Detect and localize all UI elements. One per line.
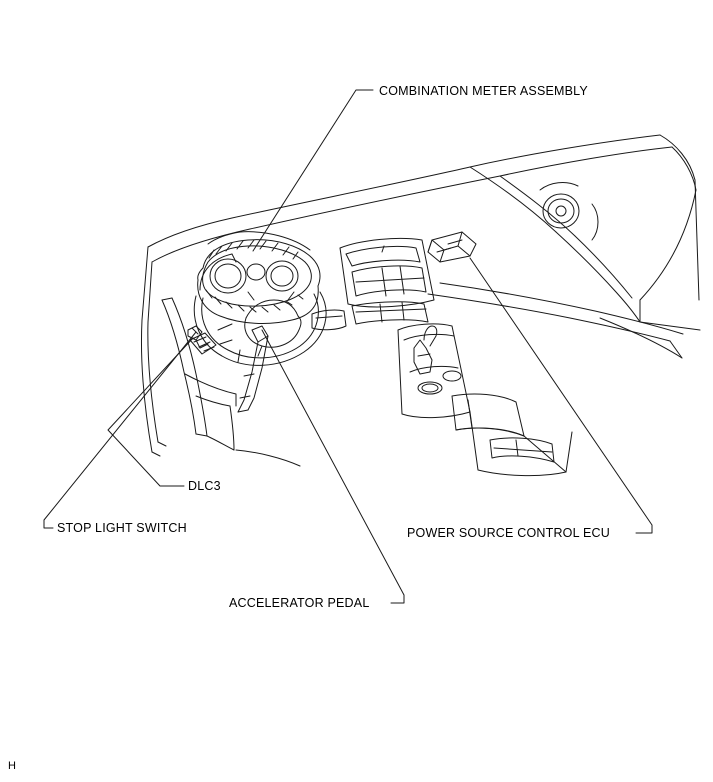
callout-label-dlc3: DLC3: [188, 479, 221, 493]
center-console: [398, 324, 572, 476]
steering-wheel: [194, 254, 326, 365]
power-source-control-ecu-shape: [428, 232, 476, 262]
center-stack: [340, 238, 434, 324]
combination-meter-assembly-shape: [198, 232, 320, 324]
dlc3-shape: [190, 333, 216, 354]
accelerator-pedal-shape: [238, 326, 268, 412]
seat-hint: [236, 450, 300, 466]
callout-label-stop-light-switch: STOP LIGHT SWITCH: [57, 521, 187, 535]
floor-sill-right: [600, 318, 682, 358]
page-mark: H: [8, 760, 16, 772]
callout-label-combination-meter-assembly: COMBINATION METER ASSEMBLY: [379, 84, 588, 98]
callout-label-power-source-control-ecu: POWER SOURCE CONTROL ECU: [407, 526, 610, 540]
dash-detail-right: [540, 183, 598, 240]
callout-label-accelerator-pedal: ACCELERATOR PEDAL: [229, 596, 370, 610]
dashboard-outline: [141, 135, 700, 456]
